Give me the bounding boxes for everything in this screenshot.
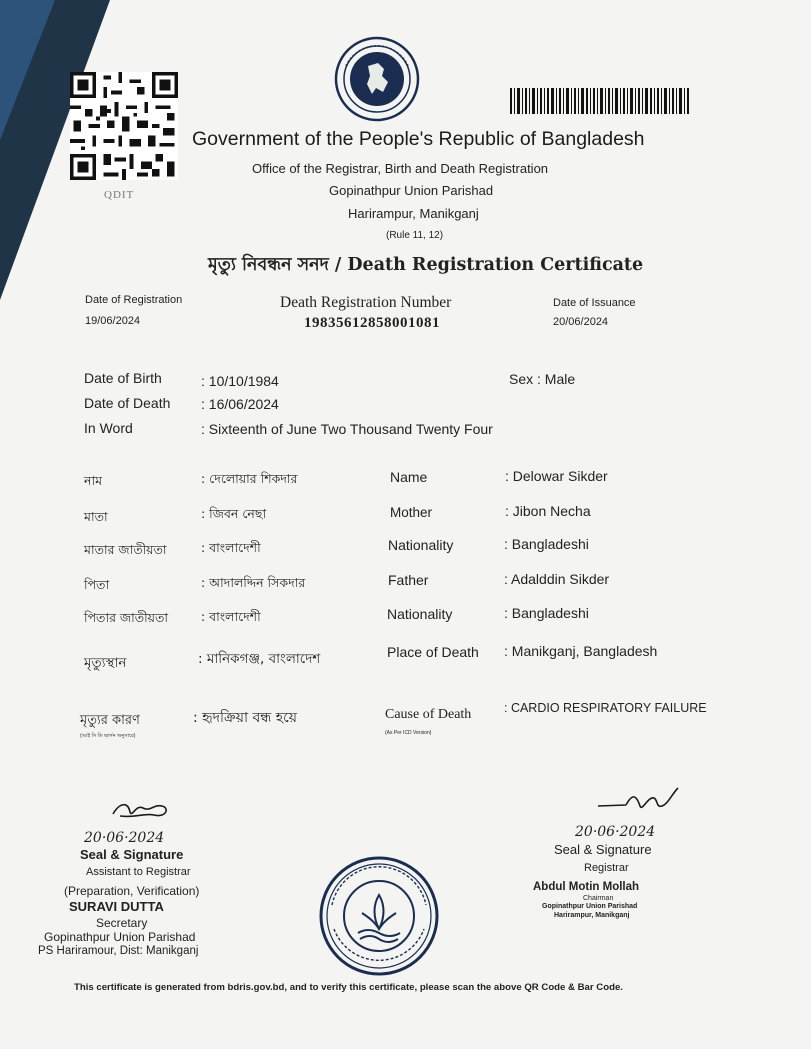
background-corner-highlight: [0, 0, 55, 140]
dob-value: : 10/10/1984: [201, 373, 279, 389]
registrar-role: Registrar: [584, 862, 629, 874]
date-of-issuance-label: Date of Issuance: [553, 297, 636, 309]
assistant-title: Secretary: [96, 916, 148, 930]
registrar-seal-signature: Seal & Signature: [554, 842, 652, 857]
place-of-death-value: : Manikganj, Bangladesh: [504, 643, 658, 659]
rule-reference: (Rule 11, 12): [386, 230, 444, 241]
father-nationality-label: Nationality: [387, 606, 453, 622]
cause-label: Cause of Death: [385, 707, 472, 722]
in-word-label: In Word: [84, 420, 133, 436]
registration-number-value: 19835612858001081: [304, 315, 440, 331]
union-parishad-seal-icon: [318, 855, 440, 977]
bn-mother-value: : জিবন নেছা: [201, 506, 267, 521]
date-of-registration-value: 19/06/2024: [85, 315, 141, 327]
assistant-organization: Gopinathpur Union Parishad: [44, 930, 196, 944]
bn-cause-note: (আই সি ডি ভার্সন অনুসারে): [80, 733, 136, 739]
assistant-role: Assistant to Registrar: [86, 866, 191, 878]
registrar-title: Chairman: [583, 895, 614, 902]
mother-value: : Jibon Necha: [505, 503, 591, 519]
mother-label: Mother: [390, 505, 433, 520]
in-word-value: : Sixteenth of June Two Thousand Twenty Four: [201, 421, 493, 437]
bn-mother-nationality-label: মাতার জাতীয়তা: [84, 542, 167, 557]
bn-mother-label: মাতা: [84, 509, 108, 524]
government-emblem-icon: [334, 36, 420, 122]
cause-value: : CARDIO RESPIRATORY FAILURE: [504, 701, 707, 715]
assistant-name: SURAVI DUTTA: [69, 899, 164, 914]
dod-label: Date of Death: [84, 395, 171, 411]
certificate-title: মৃত্যু নিবন্ধন সনদ / Death Registration Certificate: [208, 255, 644, 275]
assistant-role-detail: (Preparation, Verification): [64, 884, 200, 898]
bn-father-nationality-label: পিতার জাতীয়তা: [84, 610, 169, 625]
registrar-signature-scribble: [596, 786, 688, 816]
bn-father-value: : আদালদ্দিন সিকদার: [201, 575, 306, 590]
sex-value: Sex : Male: [509, 371, 576, 387]
qr-code[interactable]: [70, 72, 178, 180]
name-label: Name: [390, 469, 428, 485]
barcode[interactable]: [510, 88, 690, 114]
mother-nationality-value: : Bangladeshi: [504, 536, 589, 552]
assistant-address: PS Hariramour, Dist: Manikganj: [38, 945, 199, 957]
bn-name-value: : দেলোয়ার শিকদার: [201, 471, 298, 486]
bn-cause-value: : হৃদক্রিয়া বন্ধ হয়ে: [193, 710, 298, 726]
union-name: Gopinathpur Union Parishad: [329, 183, 494, 198]
bn-mother-nationality-value: : বাংলাদেশী: [201, 540, 261, 555]
father-value: : Adalddin Sikder: [504, 571, 610, 587]
bn-name-label: নাম: [84, 473, 103, 488]
assistant-seal-signature: Seal & Signature: [80, 847, 184, 862]
dod-value: : 16/06/2024: [201, 396, 279, 412]
place-of-death-label: Place of Death: [387, 644, 479, 660]
verification-footer: This certificate is generated from bdris.gov.bd, and to verify this certificate, please scan the above QR Code & Bar Code.: [74, 982, 623, 993]
office-title: Office of the Registrar, Birth and Death Registration: [252, 161, 549, 176]
father-nationality-value: : Bangladeshi: [504, 605, 589, 621]
government-title: Government of the People's Republic of Bangladesh: [192, 128, 645, 150]
registrar-name: Abdul Motin Mollah: [533, 881, 640, 893]
bn-place-of-death-label: মৃত্যুস্থান: [84, 655, 127, 671]
cause-note: (As Per ICD Version): [385, 730, 432, 736]
qr-caption: QDIT: [104, 189, 135, 201]
registrar-address: Harirampur, Manikganj: [554, 912, 630, 919]
mother-nationality-label: Nationality: [388, 537, 454, 553]
location: Harirampur, Manikganj: [348, 206, 479, 221]
date-of-registration-label: Date of Registration: [85, 294, 183, 306]
bn-cause-label: মৃত্যুর কারণ: [80, 713, 140, 728]
registrar-signature-date: 20·06·2024: [575, 824, 656, 840]
dob-label: Date of Birth: [84, 370, 162, 386]
assistant-signature-scribble: [110, 798, 172, 822]
registrar-organization: Gopinathpur Union Parishad: [542, 903, 638, 910]
bn-father-nationality-value: : বাংলাদেশী: [201, 609, 261, 624]
name-value: : Delowar Sikder: [505, 468, 608, 484]
registration-number-label: Death Registration Number: [280, 294, 452, 311]
assistant-signature-date: 20·06·2024: [84, 830, 165, 846]
date-of-issuance-value: 20/06/2024: [553, 316, 609, 328]
father-label: Father: [388, 572, 429, 588]
bn-place-of-death-value: : মানিকগঞ্জ, বাংলাদেশ: [198, 651, 321, 667]
bn-father-label: পিতা: [84, 577, 110, 592]
